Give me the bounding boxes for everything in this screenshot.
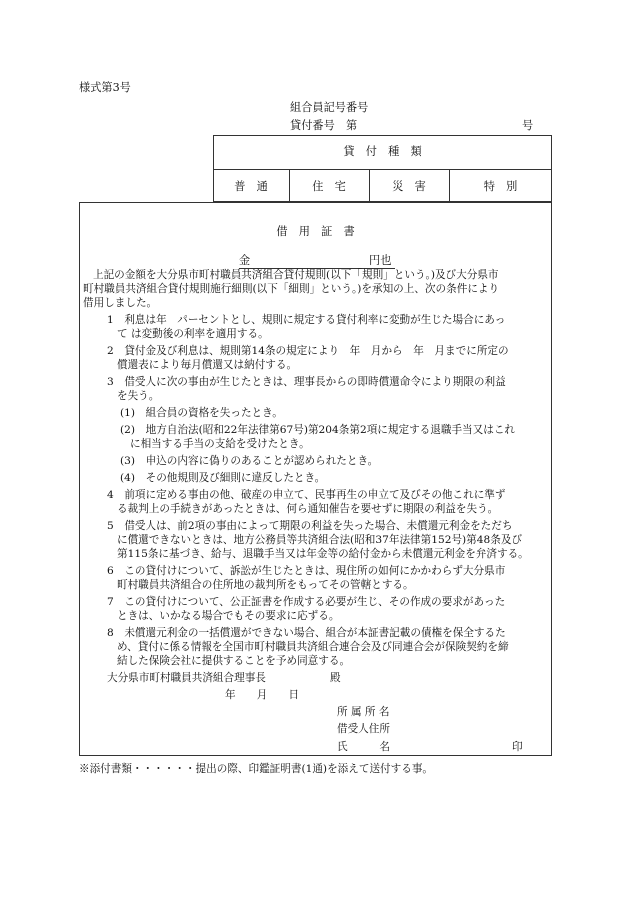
clause-7-line: 7 この貸付けについて、公正証書を作成する必要が生じ、その作成の要求があった xyxy=(107,596,506,608)
sub-item-2-line: に相当する手当の支給を受けたとき。 xyxy=(130,438,310,450)
member-code-label: 組合員記号番号 xyxy=(290,101,369,114)
loan-type-regular: 普 通 xyxy=(234,180,268,193)
intro-line: 町村職員共済組合貸付規則施行細則(以下「細則」という。)を承知の上、次の条件により xyxy=(83,283,500,295)
clause-5-line: に償還できないときは、地方公務員等共済組合法(昭和37年法律第152号)第48条及び xyxy=(117,534,523,546)
certificate-title: 借 用 証 書 xyxy=(276,225,355,238)
clause-8-line: め、貸付に係る情報を全国市町村職員共済組合連合会及び同連合会が保険契約を締 xyxy=(117,641,509,653)
borrower-address-label: 借受人住所 xyxy=(337,723,390,735)
clause-4-line: る裁判上の手続きがあったときは、何ら通知催告を要せずに期限の利益を失う。 xyxy=(117,503,499,515)
clause-7-line: ときは、いかなる場合でもその要求に応ずる。 xyxy=(117,610,340,622)
date-line: 年 月 日 xyxy=(225,689,300,701)
intro-line: 借用しました。 xyxy=(83,297,158,309)
clause-5-line: 5 借受人は、前2項の事由によって期限の利益を失った場合、未償還元利金をただち xyxy=(107,520,513,532)
clause-8-line: 8 未償還元利金の一括償還ができない場合、組合が本証書記載の債権を保全するた xyxy=(107,627,506,639)
clause-3-line: 3 借受人に次の事由が生じたときは、理事長からの即時償還命令により期限の利益 xyxy=(107,376,506,388)
affiliation-label: 所 属 所 名 xyxy=(337,706,390,718)
loan-type-disaster: 災 害 xyxy=(392,180,426,193)
loan-type-housing: 住 宅 xyxy=(312,180,346,193)
clause-5-line: 第115条に基づき、給与、退職手当又は年金等の給付金から未償還元利金を弁済する。 xyxy=(117,548,529,560)
name-label: 氏 名 xyxy=(337,741,390,753)
clause-6-line: 町村職員共済組合の住所地の裁判所をもってその管轄とする。 xyxy=(117,579,414,591)
seal-label: 印 xyxy=(512,741,523,753)
clause-6-line: 6 この貸付けについて、訴訟が生じたときは、現住所の如何にかかわらず大分県市 xyxy=(107,565,506,577)
intro-line: 上記の金額を大分県市町村職員共済組合貸付規則(以下「規則」という。)及び大分県市 xyxy=(93,269,499,281)
sub-item-3: (3) 申込の内容に偽りのあることが認められたとき。 xyxy=(120,455,379,467)
loan-type-title: 貸 付 種 類 xyxy=(343,145,422,158)
clause-1-line: 1 利息は年 パーセントとし、規則に規定する貸付利率に変動が生じた場合にあっ xyxy=(107,314,506,326)
table-row-divider xyxy=(213,169,552,170)
loan-number-label: 貸付番号 第 xyxy=(290,119,358,132)
clause-2-line: 2 貸付金及び利息は、規則第14条の規定により 年 月から 年 月までに所定の xyxy=(107,345,509,357)
amount-prefix: 金 xyxy=(239,254,251,267)
sub-item-4: (4) その他規則及び細則に違反したとき。 xyxy=(120,472,326,484)
amount-suffix: 円也 xyxy=(369,254,392,267)
loan-number-suffix: 号 xyxy=(522,119,534,132)
clause-4-line: 4 前項に定める事由の他、破産の申立て、民事再生の申立て及びその他これに準ず xyxy=(107,489,506,501)
honorific: 殿 xyxy=(330,672,341,684)
clause-3-line: を失う。 xyxy=(117,390,160,402)
addressee: 大分県市町村職員共済組合理事長 xyxy=(107,672,266,684)
footnote: ※添付書類・・・・・・提出の際、印鑑証明書(1通)を添えて送付する事。 xyxy=(79,763,434,775)
clause-2-line: 償還表により毎月償還又は納付する。 xyxy=(117,359,298,371)
clause-1-line: て は変動後の利率を適用する。 xyxy=(117,328,269,340)
loan-type-special: 特 別 xyxy=(483,180,518,193)
sub-item-2-line: (2) 地方自治法(昭和22年法律第67号)第204条第2項に規定する退職手当又はこれ xyxy=(120,424,516,436)
clause-8-line: 結した保険会社に提供することを予め同意する。 xyxy=(117,655,351,667)
form-number: 様式第3号 xyxy=(79,81,131,94)
sub-item-1: (1) 組合員の資格を失ったとき。 xyxy=(120,407,283,419)
